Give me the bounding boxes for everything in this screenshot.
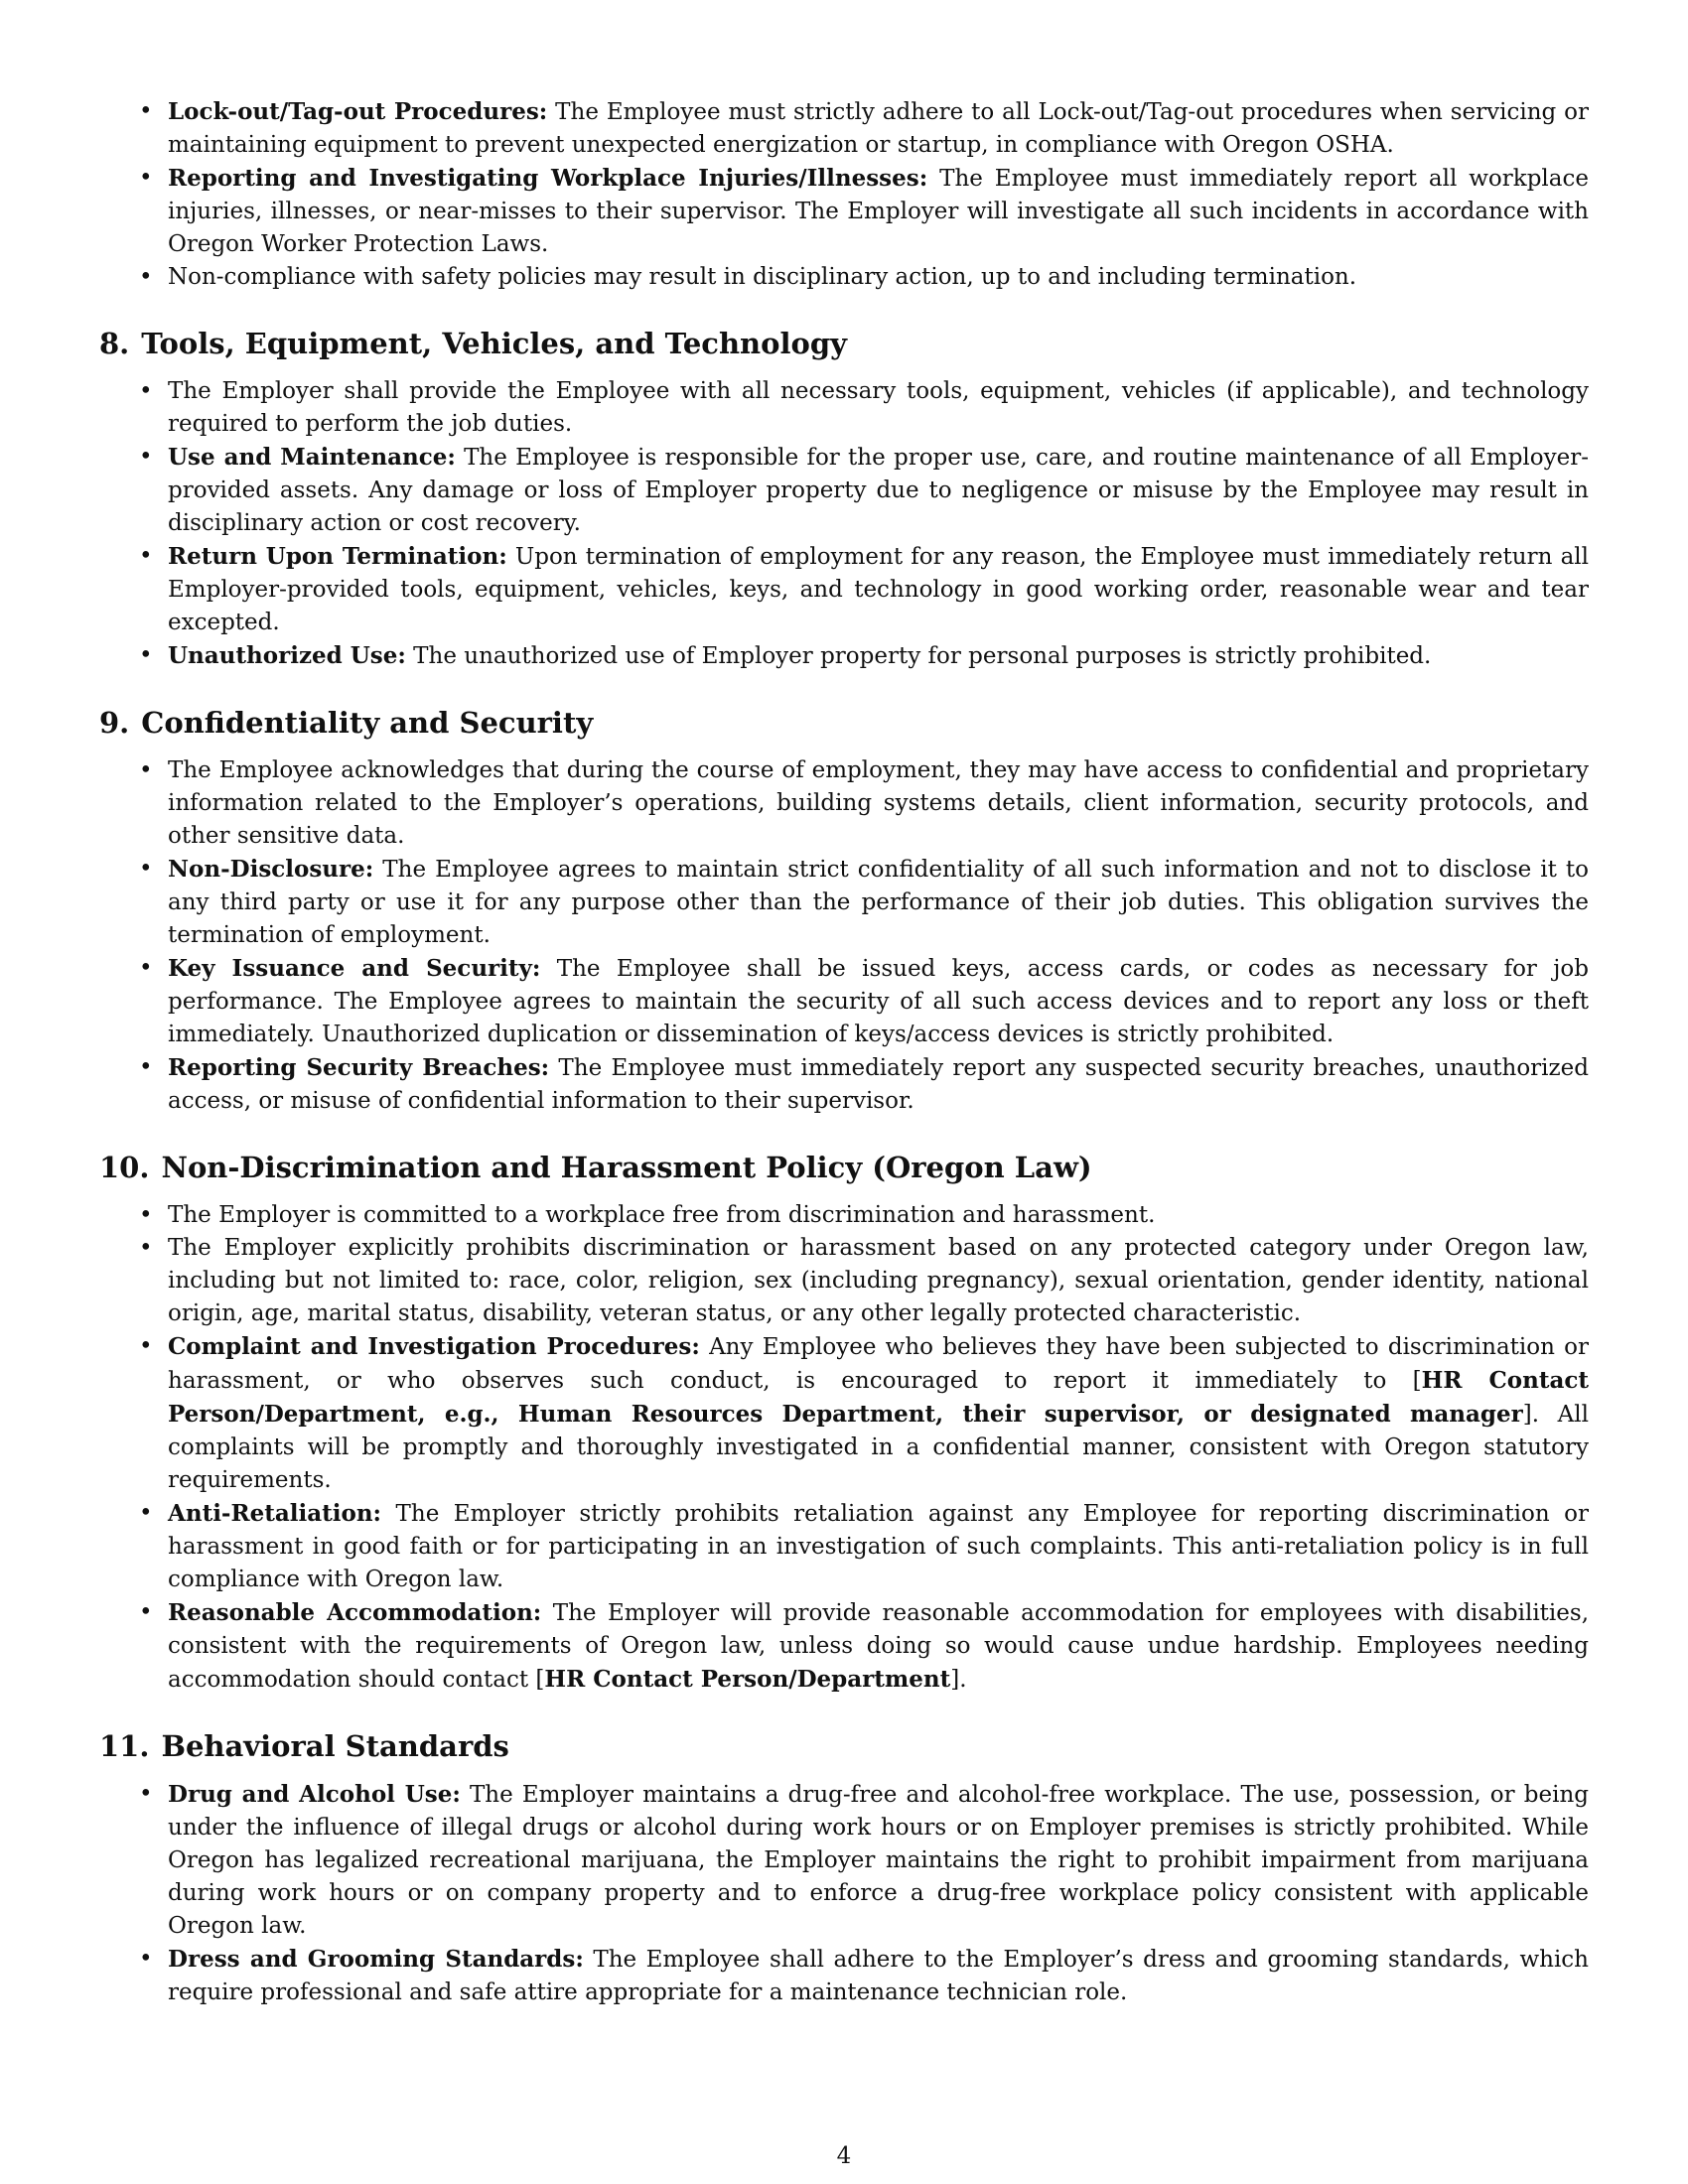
list-item-noncompliance — [99, 261, 1589, 294]
list-item — [99, 1232, 1589, 1330]
list-item-injury-reporting — [99, 162, 1589, 261]
section-title: Non-Discrimination and Harassment Policy (Oregon Law) — [161, 1151, 1092, 1184]
page-number: 4 — [836, 2143, 852, 2169]
bullet: • — [139, 1202, 153, 1228]
list-item — [99, 540, 1589, 639]
item-lead: Complaint and Investigation Procedures: — [168, 1333, 700, 1360]
section-title: Tools, Equipment, Vehicles, and Technology — [141, 327, 847, 360]
list-item — [99, 1051, 1589, 1118]
item-text: The Employee must immediately report all workplace injuries, illnesses, or near-misses to their supervisor. The Employer will investigate all such incidents in accordance with Oregon Worker Protection Laws. — [168, 166, 1589, 257]
item-text: The Employee shall adhere to the Employer’s dress and grooming standards, which require professional and safe attire appropriate for a maintenance technician role. — [168, 1947, 1589, 2005]
bullet: • — [139, 1781, 153, 1807]
item-text: Non-compliance with safety policies may result in disciplinary action, up to and including termination. — [168, 264, 1357, 290]
section-8-list — [99, 375, 1589, 673]
list-item — [99, 952, 1589, 1051]
bullet: • — [139, 165, 153, 191]
bullet: • — [139, 757, 153, 783]
item-lead: Anti-Retaliation: — [168, 1500, 382, 1527]
list-item — [99, 1943, 1589, 2009]
section-9 — [99, 703, 1589, 1118]
item-text: The Employee must immediately report any suspected security breaches, unauthorized access, or misuse of confidential information to their supervisor. — [168, 1055, 1589, 1114]
bullet: • — [139, 1599, 153, 1625]
list-item — [99, 1497, 1589, 1596]
item-placeholder: HR Contact Person/Department — [544, 1666, 951, 1693]
list-item-lockout — [99, 95, 1589, 162]
bullet: • — [139, 1500, 153, 1526]
list-item — [99, 1330, 1589, 1497]
item-lead: Unauthorized Use: — [168, 642, 406, 669]
item-text: The Employer will provide reasonable accommodation for employees with disabilities, consistent with the requirements of Oregon law, unless doing so would cause undue hardship. Employees needing accommodation should contact [ — [168, 1600, 1590, 1693]
bullet: • — [139, 98, 153, 124]
section-number: 10. — [99, 1151, 150, 1184]
safety-list — [99, 95, 1589, 294]
item-lead: Key Issuance and Security: — [168, 955, 541, 982]
bullet: • — [139, 1235, 153, 1261]
section-heading — [99, 324, 1589, 363]
list-item — [99, 375, 1589, 441]
section-number: 11. — [99, 1729, 150, 1763]
list-item — [99, 754, 1589, 853]
list-item — [99, 853, 1589, 952]
item-lead: Reporting and Investigating Workplace Injuries/Illnesses: — [168, 165, 928, 192]
item-text: The Employer maintains a drug-free and alcohol-free workplace. The use, possession, or being under the influence of illegal drugs or alcohol during work hours or on Employer premises is strictly prohibited. While Oregon has legalized recreational marijuana, the Employer maintains the right to prohibit impairment from marijuana during work hours or on company property and to enforce a drug-free workplace policy consistent with applicable Oregon law. — [168, 1782, 1589, 1939]
item-text: The Employer shall provide the Employee with all necessary tools, equipment, vehicles (if applicable), and technology required to perform the job duties. — [168, 378, 1589, 437]
bullet: • — [139, 378, 153, 404]
item-text: Any Employee who believes they have been subjected to discrimination or harassment, or who observes such conduct, is encouraged to report it immediately to [ — [168, 1334, 1589, 1394]
section-title: Confidentiality and Security — [141, 706, 594, 740]
section-11 — [99, 1726, 1589, 2009]
list-item — [99, 639, 1589, 673]
section-number: 9. — [99, 706, 130, 740]
item-text: Upon termination of employment for any reason, the Employee must immediately return all Employer-provided tools, equipment, vehicles, keys, and technology in good working order, reasonable wear and tear excepted. — [168, 544, 1589, 635]
item-text: The Employee agrees to maintain strict confidentiality of all such information and not to disclose it to any third party or use it for any purpose other than the performance of their job duties. This obligation survives the termination of employment. — [168, 857, 1589, 948]
bullet: • — [139, 856, 153, 882]
item-lead: Return Upon Termination: — [168, 543, 507, 570]
item-lead: Reporting Security Breaches: — [168, 1054, 550, 1081]
bullet: • — [139, 1333, 153, 1359]
item-lead: Drug and Alcohol Use: — [168, 1781, 461, 1808]
item-text: The Employee must strictly adhere to all Lock-out/Tag-out procedures when servicing or maintaining equipment to prevent unexpected energization or startup, in compliance with Oregon OSHA. — [168, 99, 1589, 158]
item-text: The Employer explicitly prohibits discrimination or harassment based on any protected category under Oregon law, including but not limited to: race, color, religion, sex (including pregnancy), sexual orientation, gender identity, national origin, age, marital status, disability, veteran status, or any other legally protected characteristic. — [168, 1235, 1589, 1326]
list-item — [99, 1199, 1589, 1232]
item-lead: Non-Disclosure: — [168, 856, 374, 883]
list-item — [99, 441, 1589, 540]
item-text: The Employee is responsible for the proper use, care, and routine maintenance of all Employer-provided assets. Any damage or loss of Employer property due to negligence or misuse by the Employee may result in disciplinary action or cost recovery. — [168, 445, 1590, 536]
section-heading — [99, 1726, 1589, 1766]
list-item — [99, 1778, 1589, 1943]
item-text-tail: ]. All complaints will be promptly and thoroughly investigated in a confidential manner, consistent with Oregon statutory requirements. — [168, 1402, 1589, 1493]
item-text: The Employee shall be issued keys, access cards, or codes as necessary for job performance. The Employee agrees to maintain the security of all such access devices and to report any loss or theft immediately. Unauthorized duplication or dissemination of keys/access devices is strictly prohibited. — [168, 956, 1590, 1047]
section-10-list — [99, 1199, 1589, 1697]
item-text: The Employer is committed to a workplace free from discrimination and harassment. — [168, 1202, 1156, 1228]
section-10 — [99, 1148, 1589, 1697]
section-11-list — [99, 1778, 1589, 2009]
section-heading — [99, 703, 1589, 743]
item-placeholder: HR Contact Person/Department, e.g., Human Resources Department, their supervisor, or designated manager — [168, 1367, 1589, 1428]
bullet: • — [139, 444, 153, 470]
item-text: The unauthorized use of Employer property for personal purposes is strictly prohibited. — [405, 643, 1432, 669]
item-lead: Reasonable Accommodation: — [168, 1599, 542, 1626]
section-number: 8. — [99, 327, 130, 360]
section-title: Behavioral Standards — [161, 1729, 509, 1763]
item-text: The Employer strictly prohibits retaliation against any Employee for reporting discrimination or harassment in good faith or for participating in an investigation of such complaints. This anti-retaliation policy is in full compliance with Oregon law. — [168, 1501, 1589, 1592]
item-text: The Employee acknowledges that during the course of employment, they may have access to confidential and proprietary information related to the Employer’s operations, building systems details, client information, security protocols, and other sensitive data. — [168, 757, 1589, 849]
bullet: • — [139, 955, 153, 981]
bullet: • — [139, 543, 153, 569]
item-lead: Use and Maintenance: — [168, 444, 456, 471]
section-9-list — [99, 754, 1589, 1118]
bullet: • — [139, 642, 153, 668]
item-text-tail: ]. — [950, 1667, 967, 1693]
bullet: • — [139, 1054, 153, 1080]
bullet: • — [139, 264, 153, 290]
document-page — [99, 95, 1589, 2009]
section-8 — [99, 324, 1589, 673]
list-item — [99, 1596, 1589, 1697]
section-heading — [99, 1148, 1589, 1187]
item-lead: Dress and Grooming Standards: — [168, 1946, 584, 1973]
item-lead: Lock-out/Tag-out Procedures: — [168, 98, 548, 125]
bullet: • — [139, 1946, 153, 1972]
